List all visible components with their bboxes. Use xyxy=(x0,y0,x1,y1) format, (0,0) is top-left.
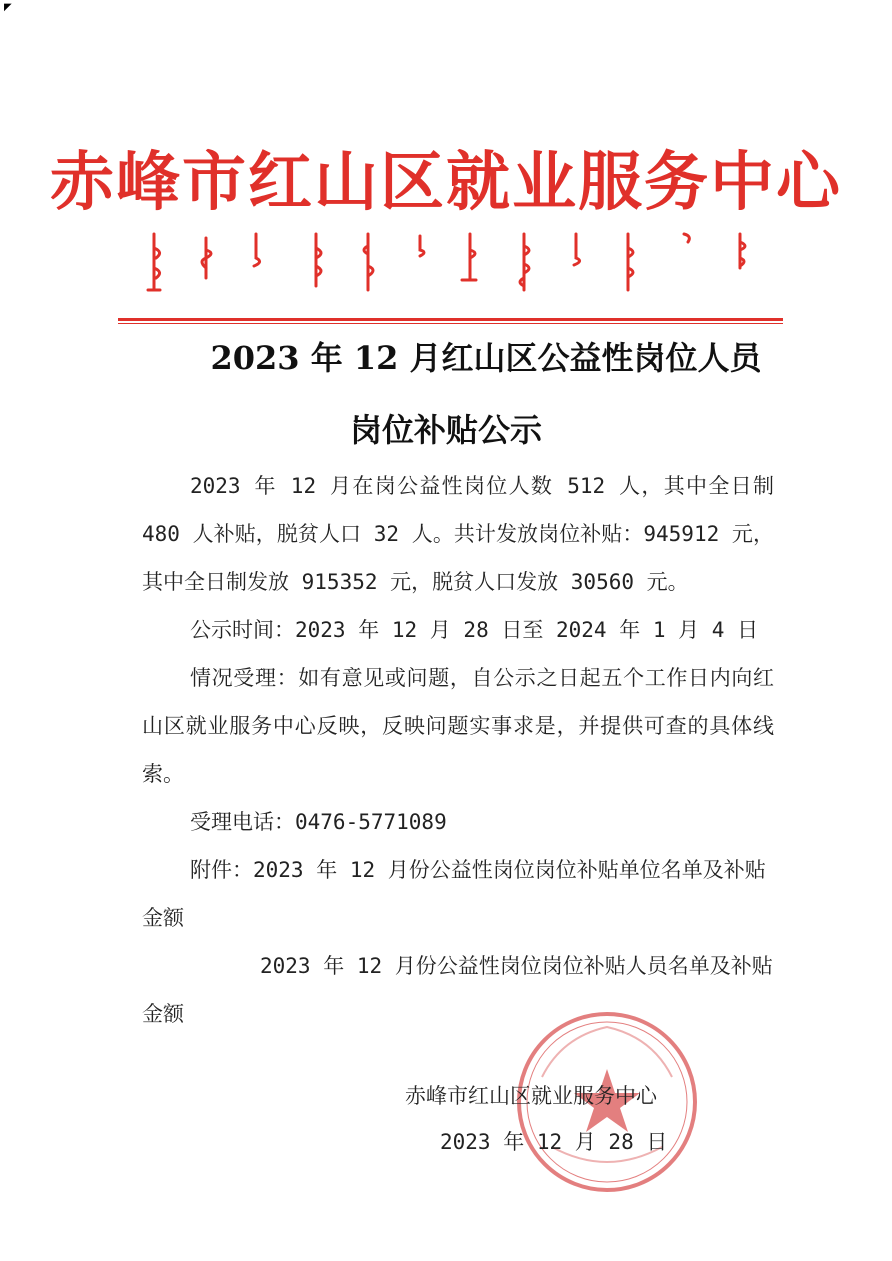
mongolian-script-graphic xyxy=(140,228,760,298)
paragraph-complaint-handling: 情况受理：如有意见或问题，自公示之日起五个工作日内向红山区就业服务中心反映，反映问题实事求是，并提供可查的具体线索。 xyxy=(142,666,774,786)
paragraph-phone: 受理电话：0476-5771089 xyxy=(190,810,447,834)
letterhead-red-rule-thick xyxy=(118,318,783,321)
paragraph-attachment-1: 附件：2023 年 12 月份公益性岗位岗位补贴单位名单及补贴金额 xyxy=(142,858,766,930)
signature-date: 2023 年 12 月 28 日 xyxy=(440,1130,668,1154)
document-title-line2: 岗位补贴公示 xyxy=(349,411,542,449)
document-body xyxy=(142,462,774,1038)
document-title-line1: 2023 年 12 月红山区公益性岗位人员 xyxy=(210,339,762,377)
scan-corner-mark: ◤ xyxy=(4,2,12,13)
paragraph-summary: 2023 年 12 月在岗公益性岗位人数 512 人，其中全日制 480 人补贴，脱贫人口 32 人。共计发放岗位补贴：945912 元，其中全日制发放 915352 元，脱贫人口发放 30560 元。 xyxy=(142,474,774,594)
letterhead-title: 赤峰市红山区就业服务中心 xyxy=(50,145,842,220)
paragraph-publicity-period: 公示时间：2023 年 12 月 28 日至 2024 年 1 月 4 日 xyxy=(190,618,759,642)
mongolian-script-letterhead xyxy=(140,228,760,298)
paragraph-attachment-2: 2023 年 12 月份公益性岗位岗位补贴人员名单及补贴金额 xyxy=(142,954,773,1026)
signature-organization: 赤峰市红山区就业服务中心 xyxy=(405,1084,657,1108)
letterhead-red-rule-thin xyxy=(118,323,783,324)
